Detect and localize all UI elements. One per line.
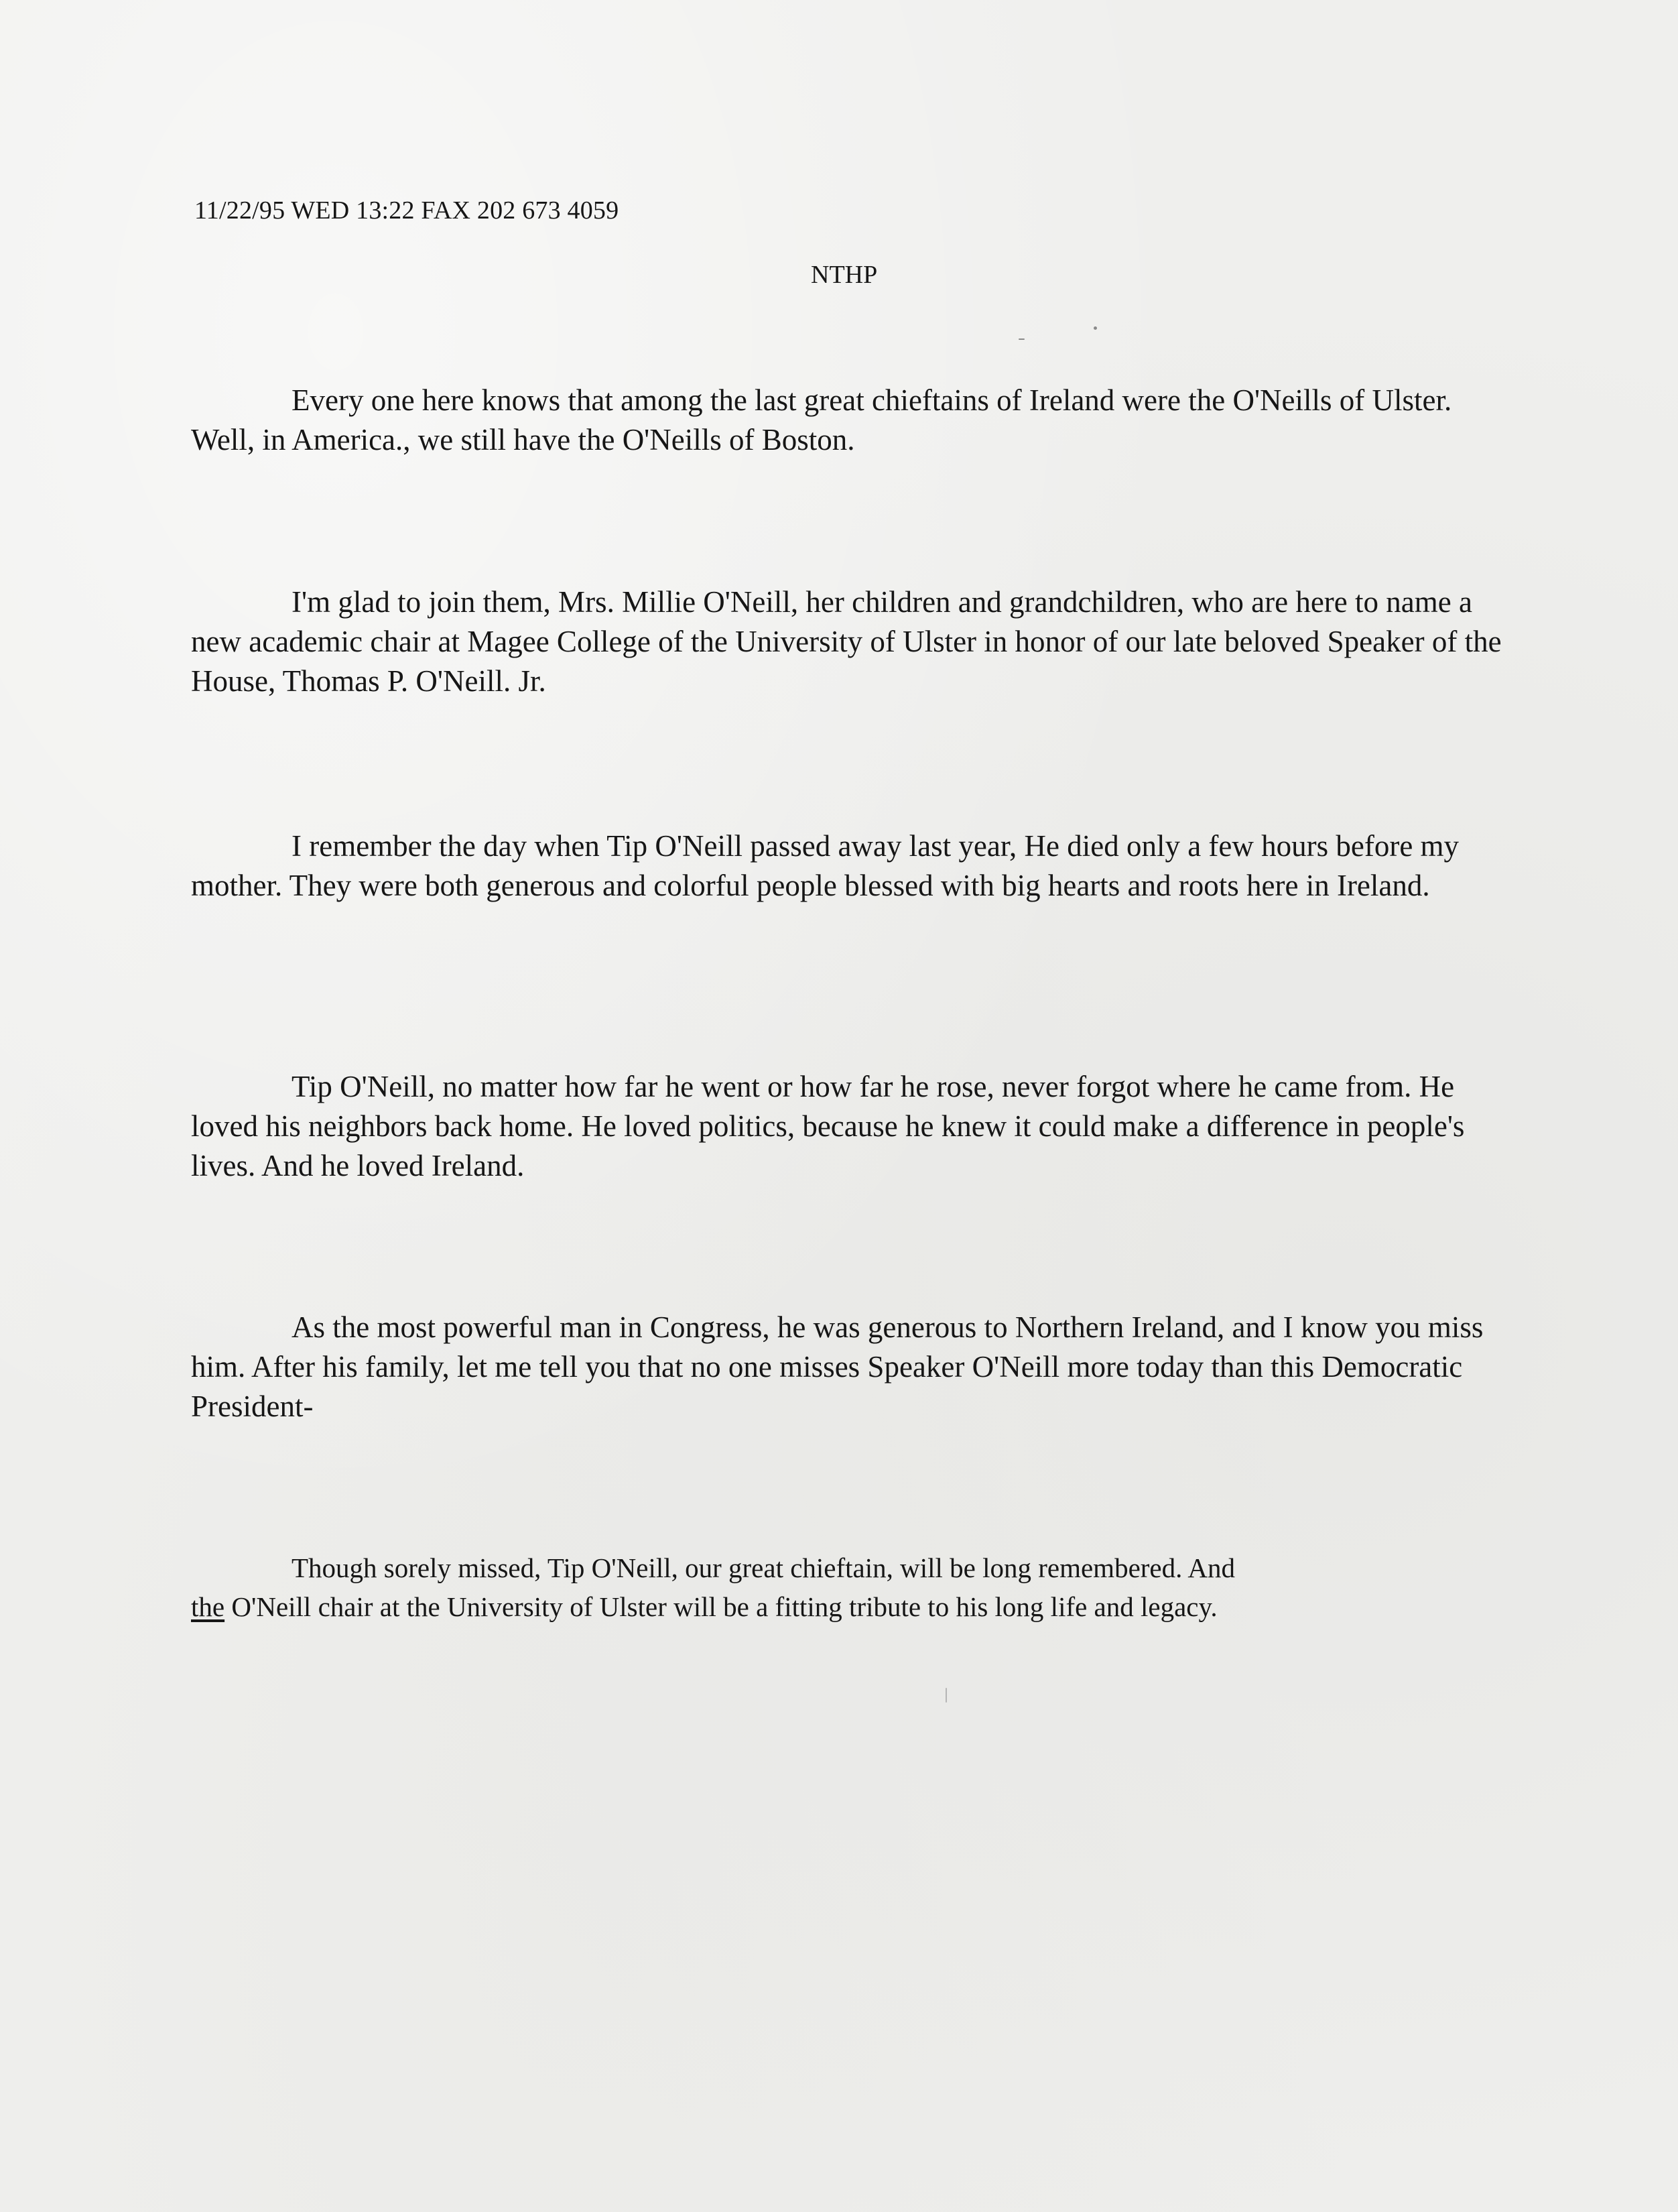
fax-header: 11/22/95 WED 13:22 FAX 202 673 4059 xyxy=(194,196,619,225)
closing-underlined-word: the xyxy=(191,1591,225,1622)
scan-speck xyxy=(946,1688,947,1703)
paragraph-oneill-family: I'm glad to join them, Mrs. Millie O'Neill, her children and grandchildren, who are here to name a new academic chair at Magee College of the University of Ulster in honor of our late beloved Speaker of the House, Thomas P. O'Neill. Jr. xyxy=(191,585,1502,698)
closing-rest: O'Neill chair at the University of Ulster will be a fitting tribute to his long life and legacy. xyxy=(224,1591,1218,1622)
paragraph-remember: I remember the day when Tip O'Neill passed away last year, He died only a few hours before my mother. They were both generous and colorful people blessed with big hearts and roots here in Ireland. xyxy=(191,829,1460,902)
scan-speck xyxy=(1019,339,1025,340)
scan-speck xyxy=(1094,326,1097,330)
paragraph-chieftains: Every one here knows that among the last great chieftains of Ireland were the O'Neills of Ulster. Well, in America., we still have the O'Neills of Boston. xyxy=(191,383,1452,456)
closing-first-line: Though sorely missed, Tip O'Neill, our great chieftain, will be long remembered. And xyxy=(292,1552,1235,1583)
paragraph-closing xyxy=(191,1548,1504,1626)
header-code: NTHP xyxy=(811,261,878,289)
paragraph-tip-oneill: Tip O'Neill, no matter how far he went or how far he rose, never forgot where he came from. He loved his neighbors back home. He loved politics, because he knew it could make a difference in people's lives. And he loved Ireland. xyxy=(191,1070,1465,1182)
paragraph-congress: As the most powerful man in Congress, he was generous to Northern Ireland, and I know you miss him. After his family, let me tell you that no one misses Speaker O'Neill more today than this Democratic President- xyxy=(191,1310,1484,1423)
